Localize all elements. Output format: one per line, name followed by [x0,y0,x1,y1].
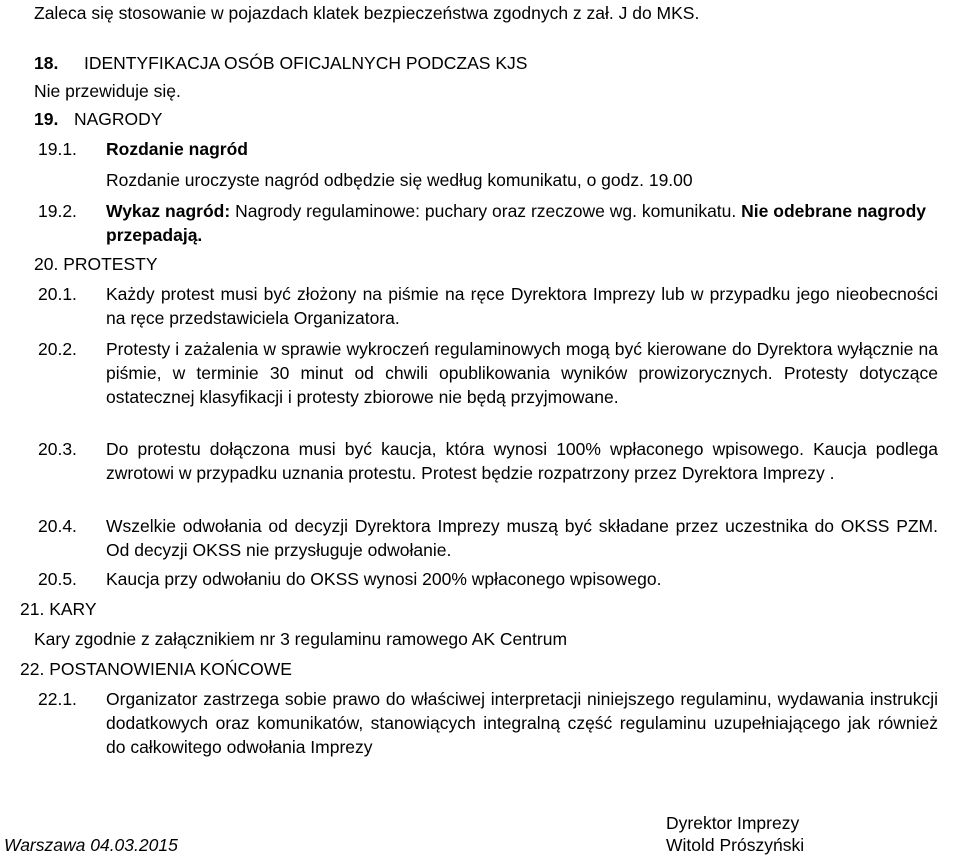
item-22-1-number: 22.1. [38,689,77,709]
item-19-2-number: 19.2. [38,201,77,221]
director-name: Witold Prószyński [666,835,805,855]
section-19-number: 19. [34,109,59,129]
item-20-1-number: 20.1. [38,284,77,304]
section-18-title: IDENTYFIKACJA OSÓB OFICJALNYCH PODCZAS KJS [84,53,528,73]
item-19-2-bold-note: Nie odebrane nagrody przepadają. [106,201,927,245]
item-20-5-number: 20.5. [38,569,77,589]
section-20-title: 20. PROTESTY [34,254,158,274]
section-21-text: Kary zgodnie z załącznikiem nr 3 regulaminu ramowego AK Centrum [34,629,568,649]
director-role: Dyrektor Imprezy [666,813,800,833]
place-date: Warszawa 04.03.2015 [4,835,178,855]
section-18-text: Nie przewiduje się. [34,81,181,101]
item-20-4-number: 20.4. [38,516,77,536]
item-22-1-text: Organizator zastrzega sobie prawo do właściwej interpretacji niniejszego regulaminu, wydawania instrukcji dodatkowych oraz komunikatów, stanowiących integralną część regulaminu uzupełniającego jak również do całkowitego odwołania Imprezy [106,689,938,757]
item-19-1-title: Rozdanie nagród [106,139,248,159]
item-20-4-text: Wszelkie odwołania od decyzji Dyrektora Imprezy muszą być składane przez uczestnika do OKSS PZM. Od decyzji OKSS nie przysługuje odwołanie. [106,516,938,560]
item-19-1-number: 19.1. [38,139,77,159]
item-20-3-text: Do protestu dołączona musi być kaucja, która wynosi 100% wpłaconego wpisowego. Kaucja podlega zwrotowi w przypadku uznania protestu. Protest będzie rozpatrzony przez Dyrektora Imprezy . [106,439,938,483]
item-20-1-text: Każdy protest musi być złożony na piśmie na ręce Dyrektora Imprezy lub w przypadku jego nieobecności na ręce przedstawiciela Organizatora. [106,284,938,328]
item-19-2-body: Nagrody regulaminowe: puchary oraz rzeczowe wg. komunikatu. [230,201,742,221]
section-22-title: 22. POSTANOWIENIA KOŃCOWE [20,659,292,679]
top-note: Zaleca się stosowanie w pojazdach klatek bezpieczeństwa zgodnych z zał. J do MKS. [34,3,700,23]
section-21-title: 21. KARY [20,599,97,619]
item-20-2-text: Protesty i zażalenia w sprawie wykroczeń regulaminowych mogą być kierowane do Dyrektora wyłącznie na piśmie, w terminie 30 minut od chwili opublikowania wyników prowizorycznych. Protesty dotyczące ostatecznej klasyfikacji i protesty zbiorowe nie będą przyjmowane. [106,339,938,407]
item-19-1-text: Rozdanie uroczyste nagród odbędzie się według komunikatu, o godz. 19.00 [106,170,693,190]
section-19-title: NAGRODY [74,109,163,129]
section-18-number: 18. [34,53,59,73]
item-20-5-text: Kaucja przy odwołaniu do OKSS wynosi 200% wpłaconego wpisowego. [106,569,662,589]
item-20-2-number: 20.2. [38,339,77,359]
item-20-3-number: 20.3. [38,439,77,459]
item-19-2-bold-label: Wykaz nagród: [106,201,231,221]
item-19-2-text [106,199,926,247]
